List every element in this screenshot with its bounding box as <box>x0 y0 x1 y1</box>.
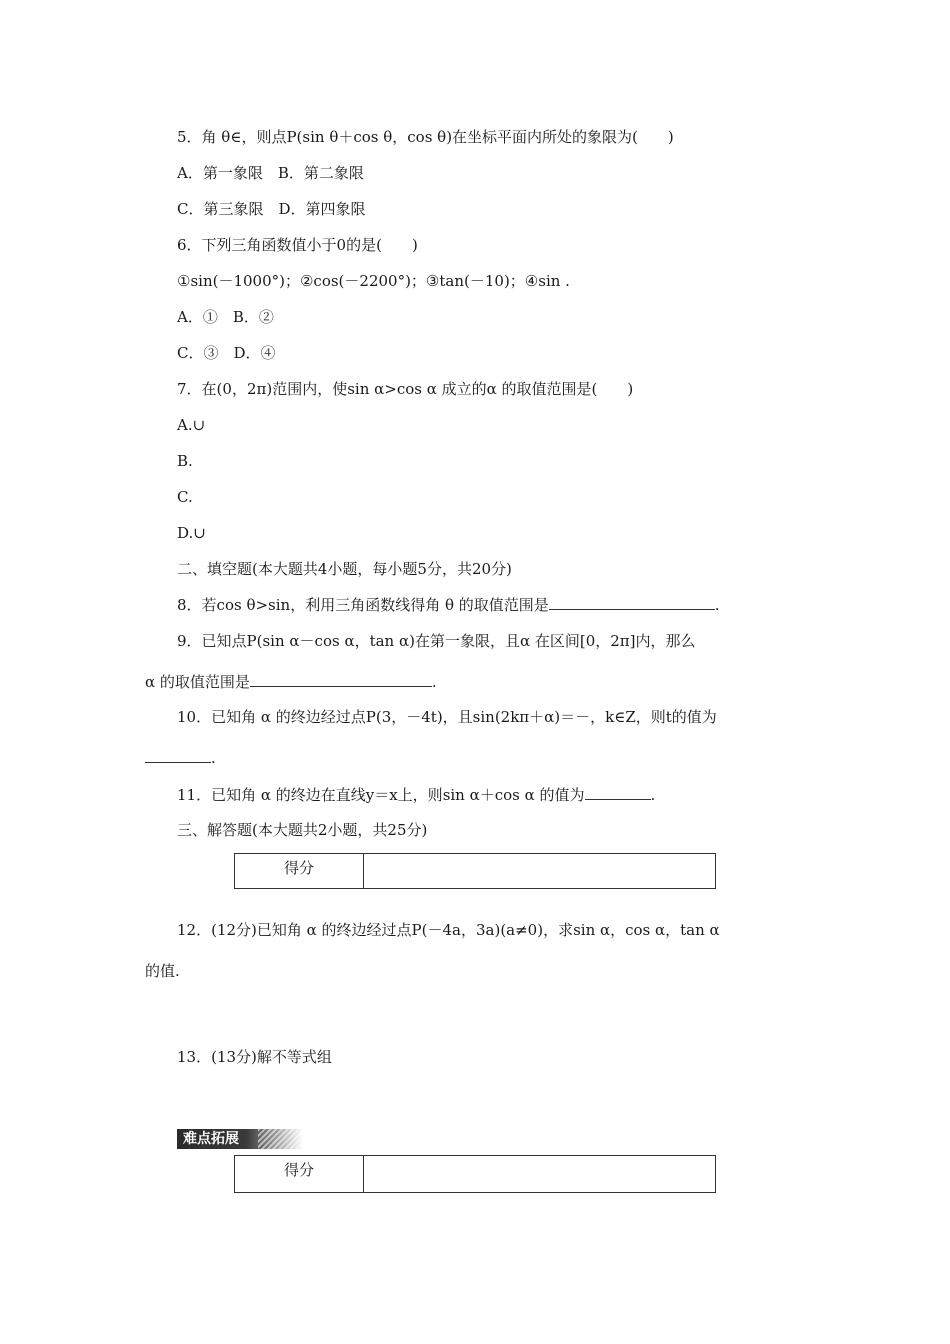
q5-stem: 5．角 θ∈，则点P(sin θ＋cos θ，cos θ)在坐标平面内所处的象限为( ) <box>177 128 674 146</box>
q6-stem: 6．下列三角函数值小于0的是( ) <box>177 236 418 254</box>
q10-answer-blank[interactable] <box>145 748 211 763</box>
score-value-cell[interactable] <box>364 854 715 888</box>
q10-end: . <box>211 749 216 767</box>
score-table <box>234 853 716 889</box>
q12-line2: 的值. <box>145 962 180 980</box>
q9-line2 <box>145 672 437 692</box>
q6-items: ①sin(－1000°)；②cos(－2200°)；③tan(－10)；④sin . <box>177 272 570 290</box>
score-table-2 <box>234 1155 716 1193</box>
q8-text: 8．若cos θ>sin，利用三角函数线得角 θ 的取值范围是 <box>177 596 549 614</box>
q11-end: . <box>650 786 656 804</box>
q5-options-cd: C．第三象限 D．第四象限 <box>177 200 366 218</box>
q13-stem: 13．(13分)解不等式组 <box>177 1048 332 1066</box>
score-label: 得分 <box>235 854 364 888</box>
q7-option-c: C. <box>177 488 193 506</box>
q5-options-ab: A．第一象限 B．第二象限 <box>177 164 364 182</box>
banner-stripes <box>258 1129 303 1149</box>
q6-options-cd: C．③ D．④ <box>177 344 276 362</box>
q8-end: . <box>714 596 720 614</box>
q7-option-d: D.∪ <box>177 524 206 542</box>
q11-text: 11．已知角 α 的终边在直线y＝x上，则sin α＋cos α 的值为 <box>177 786 585 804</box>
q9-line1: 9．已知点P(sin α－cos α，tan α)在第一象限，且α 在区间[0，2π]内，那么 <box>177 632 696 650</box>
q11-line <box>177 785 655 805</box>
score-label-2: 得分 <box>235 1156 364 1192</box>
q10-line1: 10．已知角 α 的终边经过点P(3，－4t)，且sin(2kπ＋α)＝－，k∈Z，则t的值为 <box>177 708 717 726</box>
q6-options-ab: A．① B．② <box>177 308 274 326</box>
q11-answer-blank[interactable] <box>585 785 651 800</box>
q7-option-a: A.∪ <box>177 416 206 434</box>
extension-banner <box>177 1129 303 1149</box>
q9-line2-text: α 的取值范围是 <box>145 673 250 691</box>
q8-answer-blank[interactable] <box>549 595 715 610</box>
q12-line1: 12．(12分)已知角 α 的终边经过点P(－4a，3a)(a≠0)，求sin α，cos α，tan α <box>177 921 720 939</box>
section2-heading: 二、填空题(本大题共4小题，每小题5分，共20分) <box>177 560 512 578</box>
extension-banner-label: 难点拓展 <box>183 1131 239 1147</box>
q7-stem: 7．在(0，2π)范围内，使sin α>cos α 成立的α 的取值范围是( ) <box>177 380 634 398</box>
score-value-cell-2[interactable] <box>364 1156 715 1192</box>
q10-line2 <box>145 748 216 768</box>
section3-heading: 三、解答题(本大题共2小题，共25分) <box>177 821 428 839</box>
q9-answer-blank[interactable] <box>250 672 432 687</box>
q9-end: . <box>431 673 437 691</box>
q7-option-b: B. <box>177 452 193 470</box>
q8-line <box>177 595 720 615</box>
